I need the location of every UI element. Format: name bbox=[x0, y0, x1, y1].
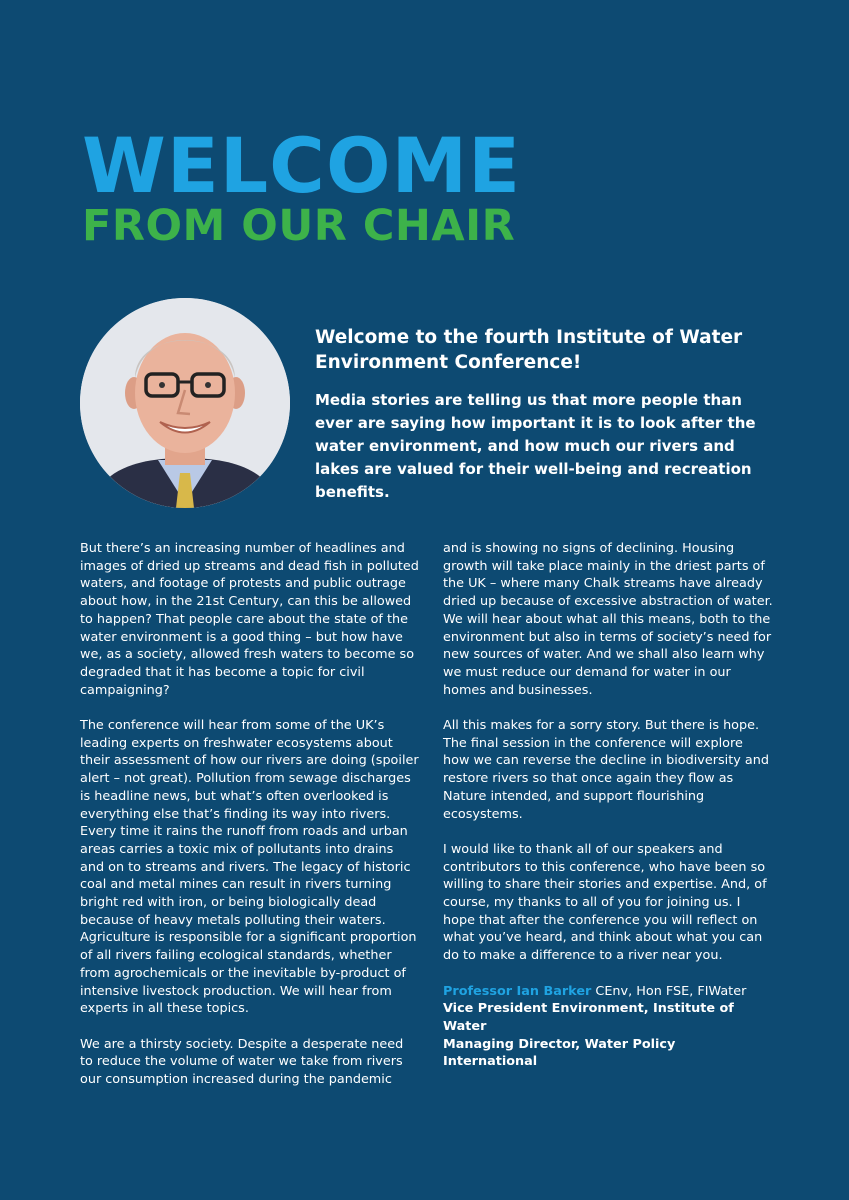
signature-line-name bbox=[443, 983, 773, 1001]
intro-lead: Media stories are telling us that more people than ever are saying how important it is to look after the water environment, and how much our rivers and lakes are valued for their well-being and recreation benefits. bbox=[315, 391, 756, 501]
page-subtitle: FROM OUR CHAIR bbox=[82, 201, 516, 251]
body-paragraph: All this makes for a sorry story. But there is hope. The final session in the conference will explore how we can reverse the decline in biodiversity and restore rivers so that once again they flow as Nature intended, and support flourishing ecosystems. bbox=[443, 718, 769, 822]
signature-block bbox=[443, 983, 773, 1072]
page-title: WELCOME bbox=[82, 121, 522, 210]
body-paragraph: We are a thirsty society. Despite a desperate need to reduce the volume of water we take from rivers our consumption increased during the pandemic bbox=[80, 1036, 404, 1088]
body-paragraph: I would like to thank all of our speakers and contributors to this conference, who have been so willing to share their stories and expertise. And, of course, my thanks to all of you for joining us. I hope that after the conference you will reflect on what you’ve heard, and think about what you can do to make a difference to a river near you. bbox=[443, 841, 767, 964]
body-paragraph: The conference will hear from some of the UK’s leading experts on freshwater ecosystems about their assessment of how our rivers are doing (spoiler alert – not great). Pollution from sewage discharges is headline news, but what’s often overlooked is everything else that’s finding its way into rivers. Every time it rains the runoff from roads and urban areas carries a toxic mix of pollutants into drains and on to streams and rivers. The legacy of historic coal and metal mines can result in rivers turning bright red with iron, or being biologically dead because of heavy metals polluting their waters. Agriculture is responsible for a significant proportion of all rivers failing ecological standards, whether from agrochemicals or the inevitable by-product of intensive livestock production. We will hear from experts in all these topics. bbox=[80, 718, 419, 1017]
body-column-left bbox=[80, 540, 420, 1106]
signature-role-2: Managing Director, Water Policy International bbox=[443, 1036, 676, 1070]
body-paragraph: But there’s an increasing number of headlines and images of dried up streams and dead fish in polluted waters, and footage of protests and public outrage about how, in the 21st Century, can this be allowed to happen? That people care about the state of the water environment is a good thing – but how have we, as a society, allowed fresh waters to become so degraded that it has become a topic for civil campaigning? bbox=[80, 541, 419, 698]
intro-section bbox=[315, 325, 775, 504]
body-paragraph: and is showing no signs of declining. Housing growth will take place mainly in the driest parts of the UK – where many Chalk streams have already dried up because of excessive abstraction of water. We will hear about what all this means, both to the environment but also in terms of society’s need for new sources of water. And we shall also learn why we must reduce our demand for water in our homes and businesses. bbox=[443, 541, 773, 698]
body-column-right bbox=[443, 540, 773, 1071]
chair-portrait bbox=[80, 298, 290, 508]
signature-name: Professor Ian Barker bbox=[443, 983, 592, 999]
intro-heading: Welcome to the fourth Institute of Water Environment Conference! bbox=[315, 327, 743, 373]
signature-role-1: Vice President Environment, Institute of Water bbox=[443, 1001, 734, 1034]
page-title-block bbox=[82, 121, 522, 251]
signature-credentials: CEnv, Hon FSE, FIWater bbox=[591, 983, 747, 999]
portrait-illustration bbox=[80, 298, 290, 508]
